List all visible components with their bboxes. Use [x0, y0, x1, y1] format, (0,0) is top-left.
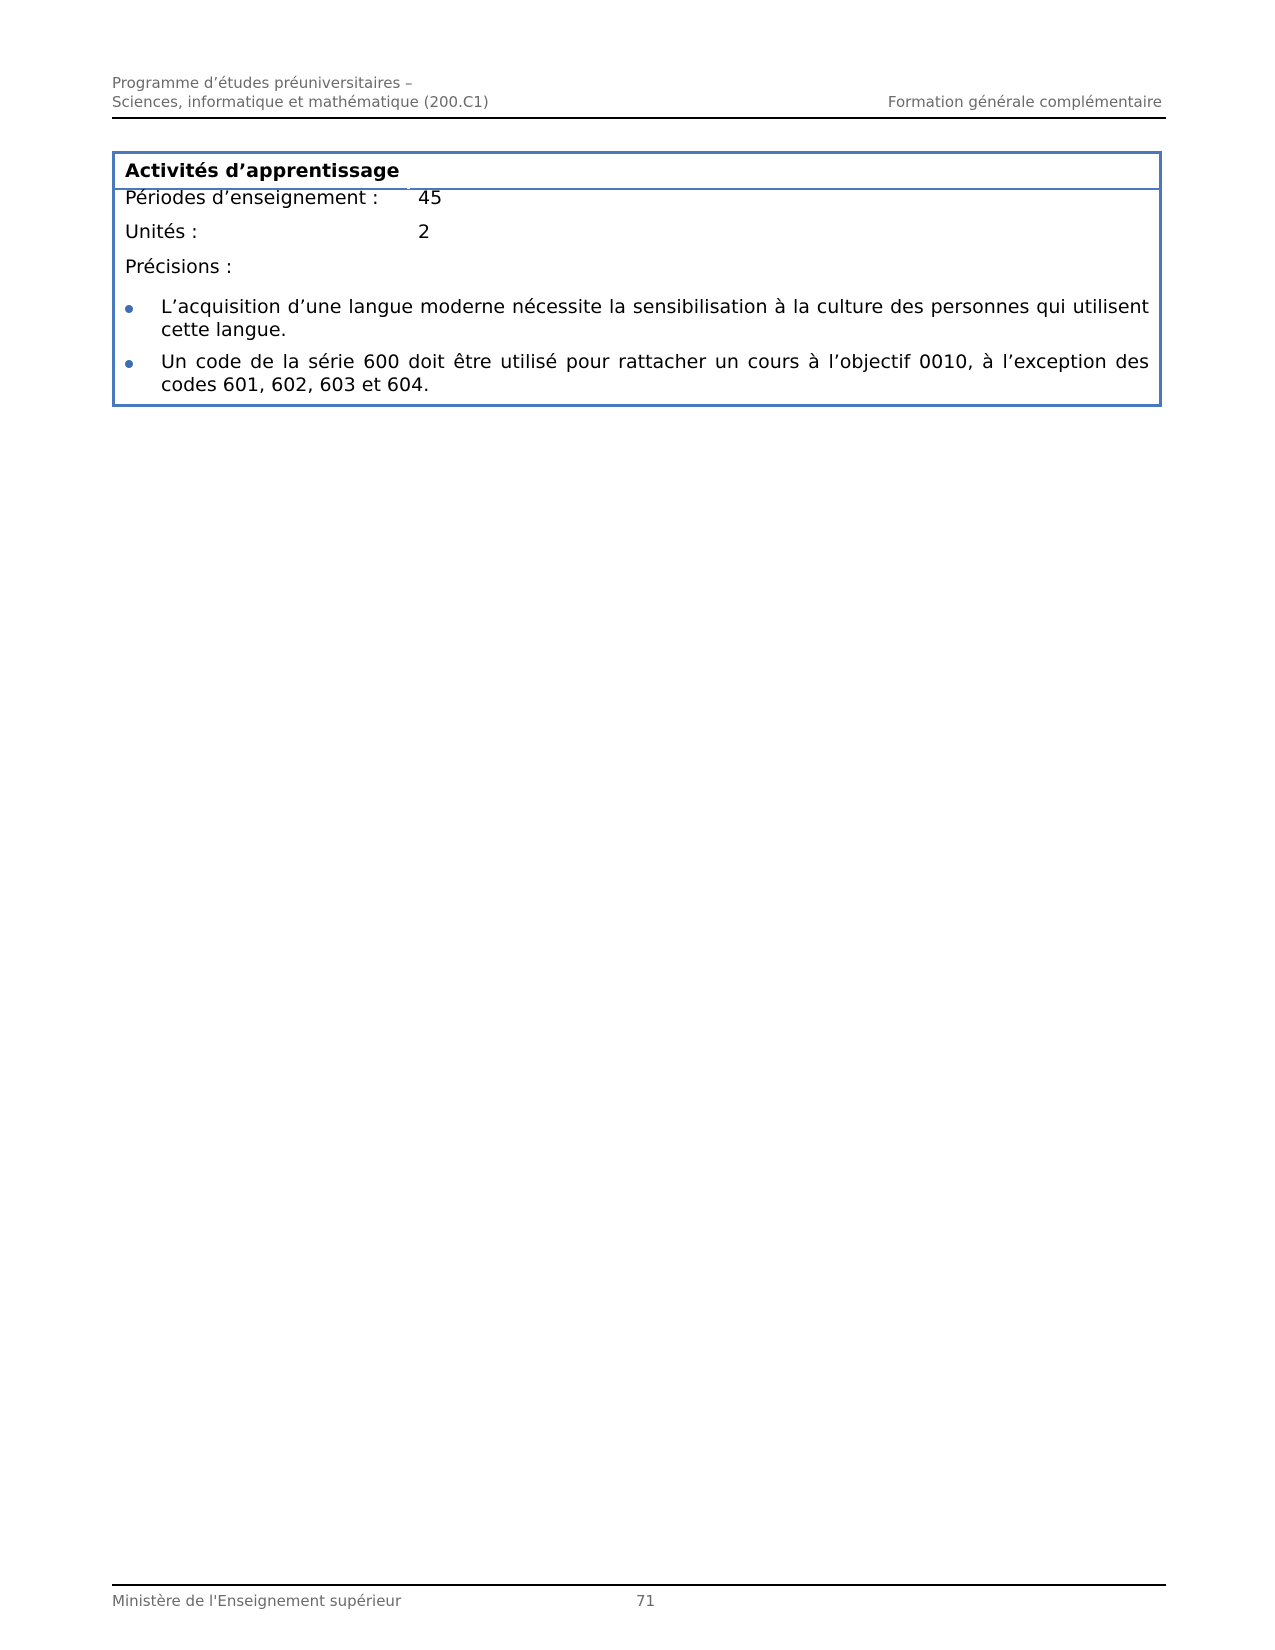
bullet-icon — [125, 360, 133, 368]
list-item — [125, 296, 1149, 342]
page-footer — [112, 1584, 1166, 1610]
program-title-line1: Programme d’études préuniversitaires – — [112, 74, 413, 92]
precisions-label: Précisions : — [125, 256, 233, 278]
title-divider-gap — [407, 185, 410, 189]
periods-value: 45 — [418, 187, 443, 209]
list-item-text: Un code de la série 600 doit être utilisé pour rattacher un cours à l’objectif 0010, à l’exception des codes 601, 602, 603 et 604. — [161, 351, 1149, 396]
learning-activities-box — [112, 151, 1162, 407]
program-title — [112, 74, 489, 112]
section-title: Formation générale complémentaire — [887, 93, 1162, 111]
units-label: Unités : — [125, 221, 198, 243]
bullet-icon — [125, 305, 133, 313]
box-title-bar — [115, 154, 1159, 190]
page-number: 71 — [636, 1592, 656, 1610]
list-item — [125, 351, 1149, 397]
periods-label: Périodes d’enseignement : — [125, 187, 379, 209]
units-value: 2 — [418, 221, 431, 243]
page-header — [112, 74, 1166, 119]
list-item-text: L’acquisition d’une langue moderne nécessite la sensibilisation à la culture des personnes qui utilisent cette langue. — [161, 296, 1149, 341]
precisions-list — [125, 296, 1149, 406]
ministry-name: Ministère de l'Enseignement supérieur — [112, 1592, 402, 1610]
box-title: Activités d’apprentissage — [125, 160, 400, 182]
program-title-line2: Sciences, informatique et mathématique (200.C1) — [112, 93, 489, 111]
